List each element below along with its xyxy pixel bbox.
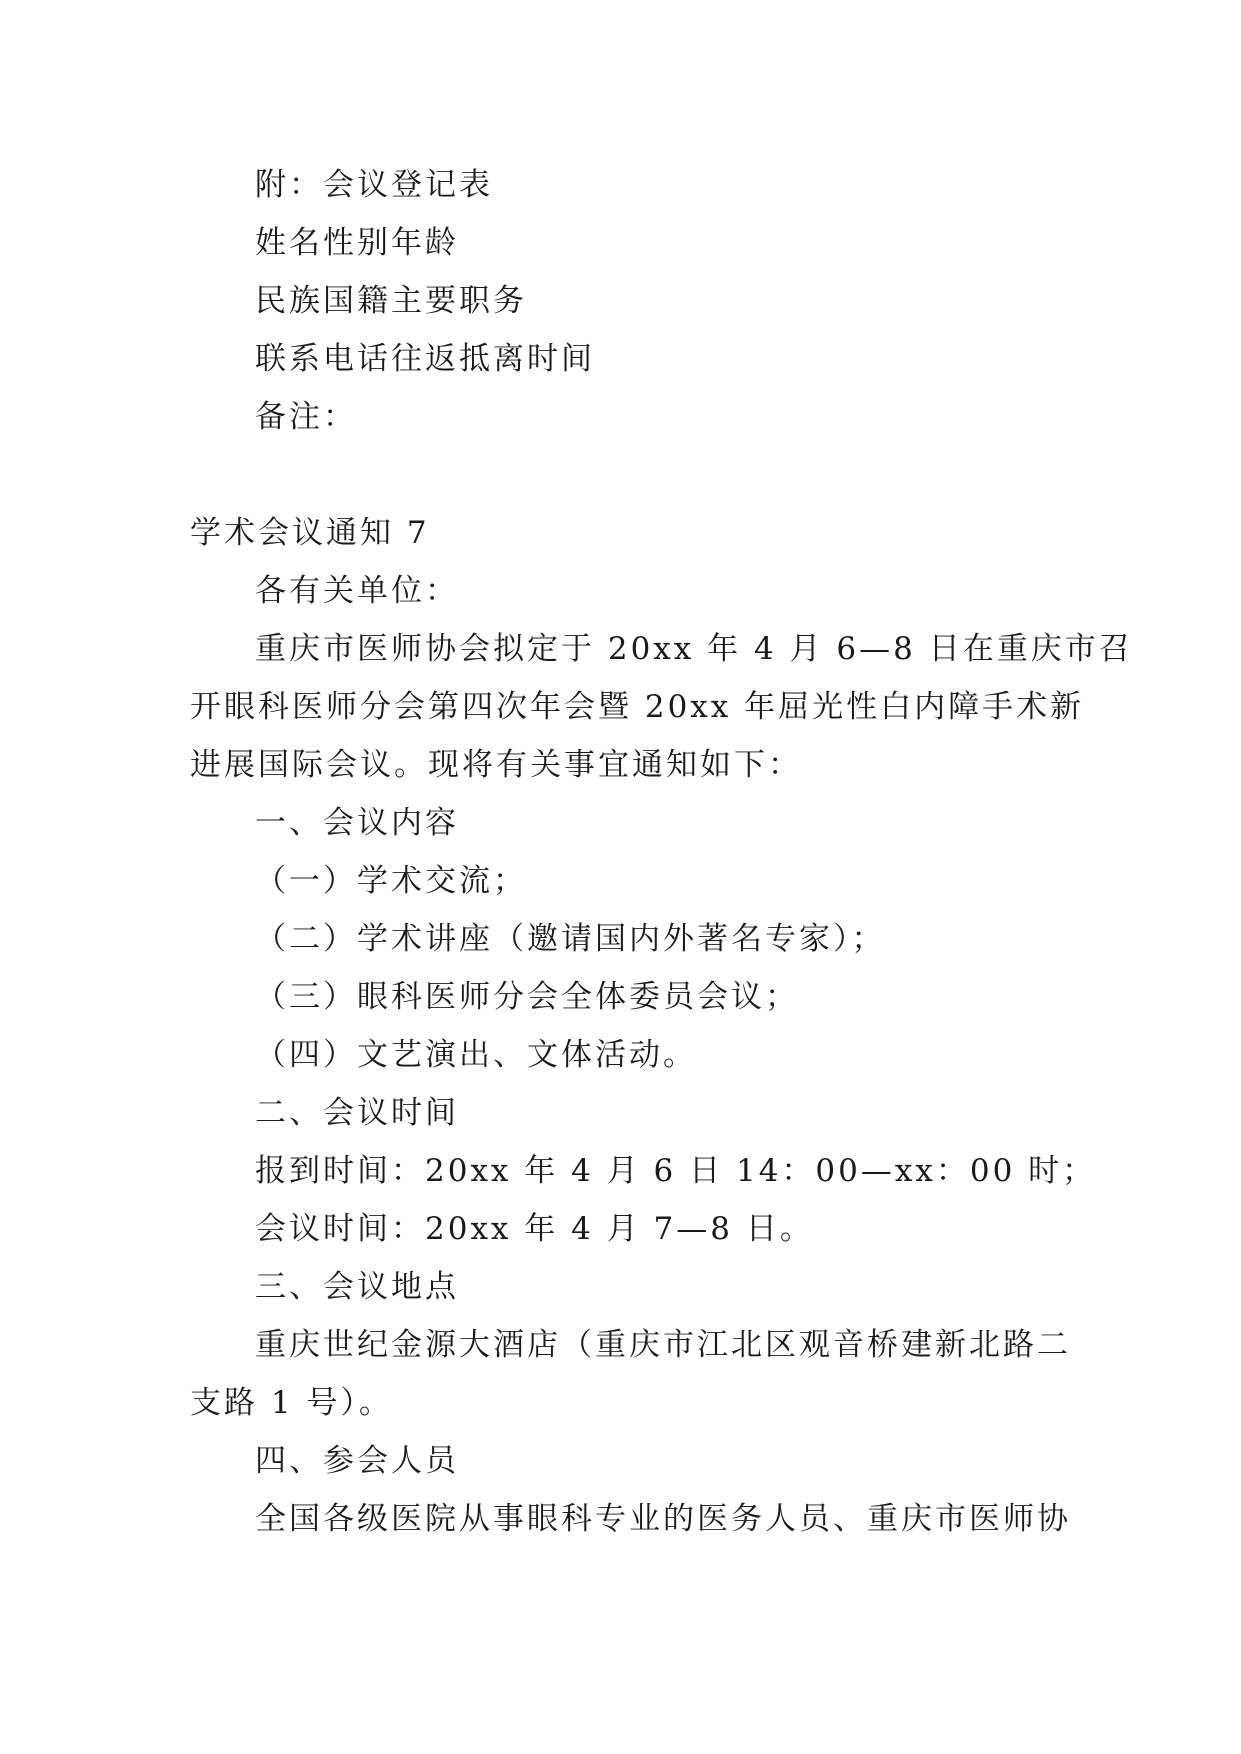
intro-line: 开眼科医师分会第四次年会暨 20xx 年屈光性白内障手术新 [190, 689, 1085, 725]
salutation: 各有关单位： [255, 573, 459, 609]
form-row-personal: 姓名性别年龄 [255, 225, 459, 261]
section-heading-venue: 三、会议地点 [255, 1269, 459, 1305]
section-heading-content: 一、会议内容 [255, 805, 459, 841]
form-row-contact: 联系电话往返抵离时间 [255, 341, 595, 377]
content-item: （一）学术交流； [255, 863, 527, 899]
content-item: （四）文艺演出、文体活动。 [255, 1037, 697, 1073]
attachment-heading: 附：会议登记表 [255, 167, 493, 203]
intro-line: 重庆市医师协会拟定于 20xx 年 4 月 6—8 日在重庆市召 [255, 631, 1133, 667]
section-heading-attendees: 四、参会人员 [255, 1443, 459, 1479]
notice-title: 学术会议通知 7 [190, 515, 430, 551]
attendees-line: 全国各级医院从事眼科专业的医务人员、重庆市医师协 [255, 1501, 1071, 1537]
venue-line: 支路 1 号）。 [190, 1385, 393, 1421]
meeting-time: 会议时间：20xx 年 4 月 7—8 日。 [255, 1211, 814, 1247]
venue-line: 重庆世纪金源大酒店（重庆市江北区观音桥建新北路二 [255, 1327, 1071, 1363]
section-heading-time: 二、会议时间 [255, 1095, 459, 1131]
intro-line: 进展国际会议。现将有关事宜通知如下： [190, 747, 802, 783]
form-row-nationality: 民族国籍主要职务 [255, 283, 527, 319]
form-remark: 备注： [255, 399, 357, 435]
registration-time: 报到时间：20xx 年 4 月 6 日 14：00—xx：00 时； [255, 1153, 1097, 1189]
content-item: （二）学术讲座（邀请国内外著名专家）； [255, 921, 886, 957]
content-item: （三）眼科医师分会全体委员会议； [255, 979, 799, 1015]
